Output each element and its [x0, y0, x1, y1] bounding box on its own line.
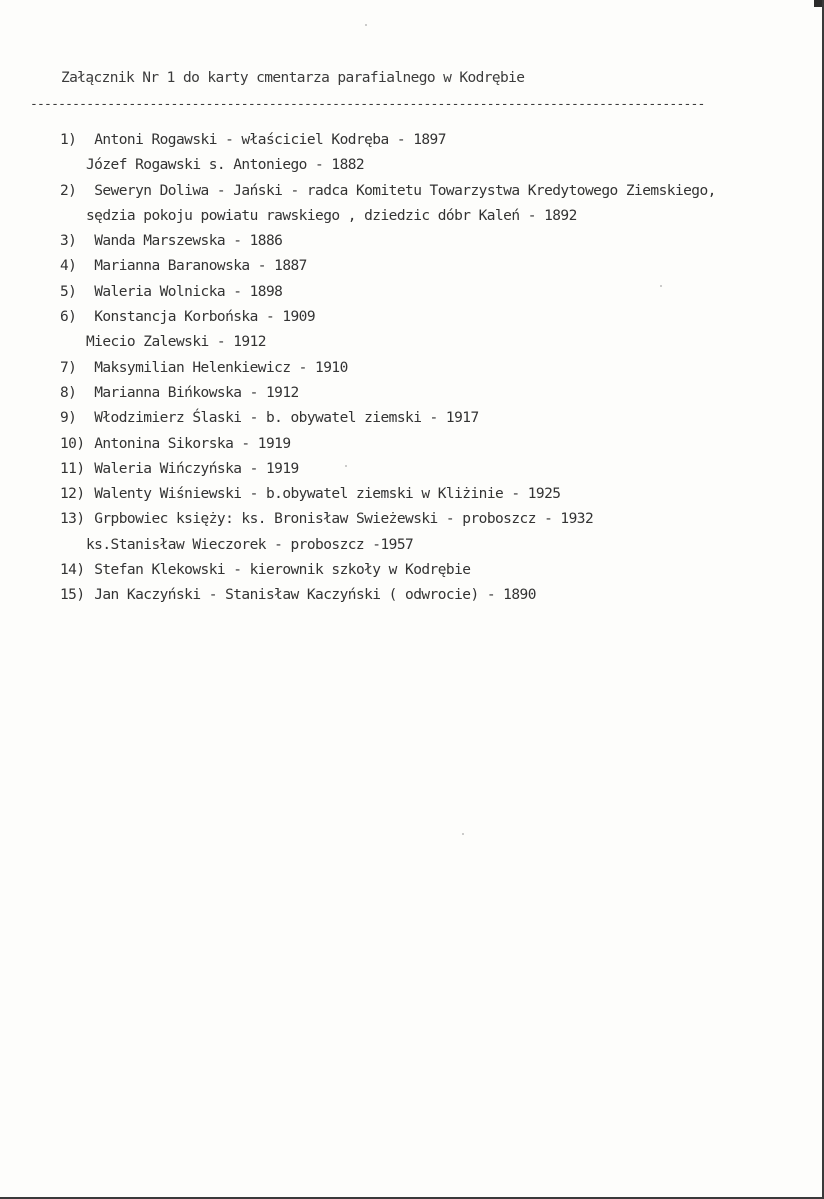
entry-number: 10): [60, 435, 85, 452]
entry-text: Waleria Wińczyńska - 1919: [94, 460, 299, 477]
entry-number: 9): [60, 410, 77, 427]
entry-text: Stefan Klekowski - kierownik szkoły w Kodrębie: [94, 562, 471, 579]
list-item: [60, 583, 716, 608]
entry-number: 11): [60, 460, 85, 477]
entry-number: 8): [60, 384, 77, 401]
list-item: [60, 381, 716, 406]
entry-text: Marianna Baranowska - 1887: [94, 258, 307, 275]
entry-number: 14): [60, 562, 85, 579]
divider-line: ------------------------------------------------------------------------------------------------: [30, 97, 705, 112]
paper-speck: [462, 833, 464, 835]
list-item: [60, 229, 716, 254]
entry-text: sędzia pokoju powiatu rawskiego , dziedzic dóbr Kaleń - 1892: [86, 207, 577, 224]
list-item-continuation: [60, 330, 716, 355]
paper-speck: [365, 24, 367, 26]
entry-text: Wanda Marszewska - 1886: [94, 233, 283, 250]
entry-number: 15): [60, 587, 85, 604]
entry-number: 7): [60, 359, 77, 376]
entry-text: Konstancja Korbońska - 1909: [94, 309, 316, 326]
entry-text: Marianna Bińkowska - 1912: [94, 384, 299, 401]
entry-number: 13): [60, 511, 85, 528]
entry-number: 6): [60, 309, 77, 326]
entry-text: Walenty Wiśniewski - b.obywatel ziemski w Kliżinie - 1925: [94, 486, 561, 503]
entry-text: Waleria Wolnicka - 1898: [94, 283, 283, 300]
entry-text: Antonina Sikorska - 1919: [94, 435, 291, 452]
list-item: [60, 128, 716, 153]
list-item-continuation: [60, 153, 716, 178]
list-item: [60, 356, 716, 381]
entry-text: Antoni Rogawski - właściciel Kodręba - 1897: [94, 132, 446, 148]
entry-text: Józef Rogawski s. Antoniego - 1882: [86, 157, 365, 174]
entry-text: Włodzimierz Ślaski - b. obywatel ziemski - 1917: [94, 410, 479, 427]
list-item: [60, 305, 716, 330]
list-item: [60, 179, 716, 204]
entry-text: Jan Kaczyński - Stanisław Kaczyński ( odwrocie) - 1890: [94, 587, 536, 604]
list-item: [60, 558, 716, 583]
entry-number: 3): [60, 233, 77, 250]
entry-text: Miecio Zalewski - 1912: [86, 334, 266, 351]
list-item: [60, 254, 716, 279]
list-item: [60, 406, 716, 431]
paper-speck: [345, 465, 347, 467]
list-item-continuation: [60, 204, 716, 229]
paper-speck: [660, 285, 662, 287]
list-item: [60, 457, 716, 482]
document-title: Załącznik Nr 1 do karty cmentarza parafialnego w Kodrębie: [61, 70, 525, 86]
list-item: [60, 507, 716, 532]
entry-number: 5): [60, 283, 77, 300]
entry-number: 12): [60, 486, 85, 503]
entry-text: Grpbowiec księży: ks. Bronisław Swieżewski - proboszcz - 1932: [94, 511, 594, 528]
scan-corner-mark: [814, 0, 822, 7]
list-item: [60, 482, 716, 507]
entry-number: 1): [60, 132, 77, 148]
entry-number: 4): [60, 258, 77, 275]
entry-number: 2): [60, 182, 77, 199]
entry-text: Maksymilian Helenkiewicz - 1910: [94, 359, 348, 376]
list-item: [60, 432, 716, 457]
list-item-continuation: [60, 533, 716, 558]
entry-text: ks.Stanisław Wieczorek - proboszcz -1957: [86, 536, 414, 553]
list-item: [60, 280, 716, 305]
entry-text: Seweryn Doliwa - Jański - radca Komitetu Towarzystwa Kredytowego Ziemskiego,: [94, 182, 716, 199]
burial-list: [60, 128, 716, 609]
